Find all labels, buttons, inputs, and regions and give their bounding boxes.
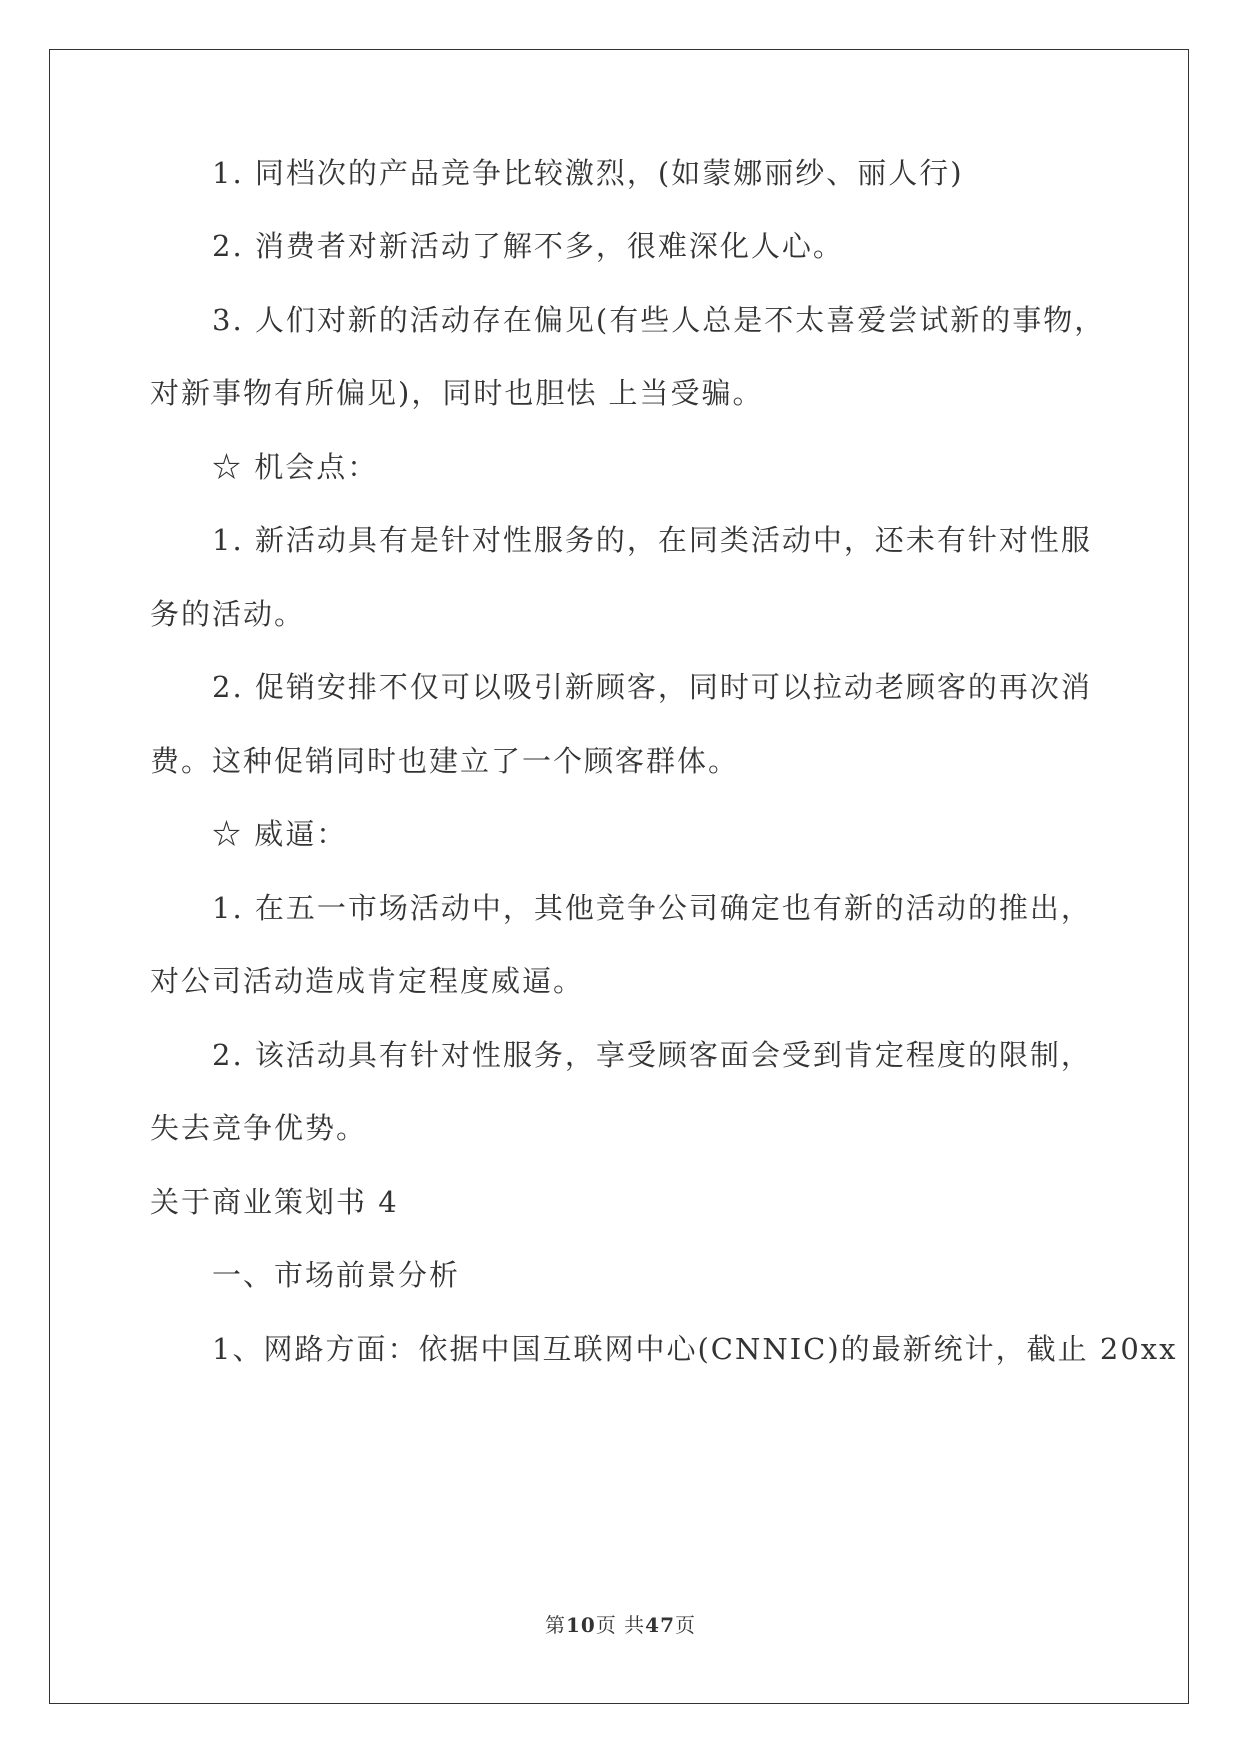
section-heading: ☆ 威逼： <box>212 817 348 851</box>
paragraph-line: 1. 同档次的产品竞争比较激烈，(如蒙娜丽纱、丽人行) <box>212 156 964 190</box>
section-heading: 一、市场前景分析 <box>212 1258 461 1292</box>
current-page-number: 10 <box>565 1613 596 1637</box>
paragraph-line: 对公司活动造成肯定程度威逼。 <box>150 964 585 998</box>
paragraph-line: 1、网路方面：依据中国互联网中心(CNNIC)的最新统计，截止 20xx <box>212 1332 1178 1366</box>
paragraph-line: 2. 消费者对新活动了解不多，很难深化人心。 <box>212 229 844 263</box>
page-border <box>49 49 1189 1704</box>
paragraph-line: 务的活动。 <box>150 597 306 631</box>
footer-mid: 页 共 <box>595 1613 646 1637</box>
paragraph-line: 费。这种促销同时也建立了一个顾客群体。 <box>150 744 740 778</box>
paragraph-line: 对新事物有所偏见)，同时也胆怯 上当受骗。 <box>150 376 764 410</box>
page-footer <box>0 1613 1241 1637</box>
document-title: 关于商业策划书 4 <box>150 1185 399 1219</box>
section-heading: ☆ 机会点： <box>212 450 379 484</box>
paragraph-line: 2. 促销安排不仅可以吸引新顾客，同时可以拉动老顾客的再次消 <box>212 670 1092 704</box>
footer-suffix: 页 <box>675 1613 697 1637</box>
paragraph-line: 失去竞争优势。 <box>150 1111 368 1145</box>
paragraph-line: 3. 人们对新的活动存在偏见(有些人总是不太喜爱尝试新的事物， <box>212 303 1106 337</box>
total-page-count: 47 <box>645 1613 676 1637</box>
paragraph-line: 1. 新活动具有是针对性服务的，在同类活动中，还未有针对性服 <box>212 523 1092 557</box>
paragraph-line: 2. 该活动具有针对性服务，享受顾客面会受到肯定程度的限制， <box>212 1038 1092 1072</box>
footer-prefix: 第 <box>544 1613 566 1637</box>
paragraph-line: 1. 在五一市场活动中，其他竞争公司确定也有新的活动的推出， <box>212 891 1092 925</box>
